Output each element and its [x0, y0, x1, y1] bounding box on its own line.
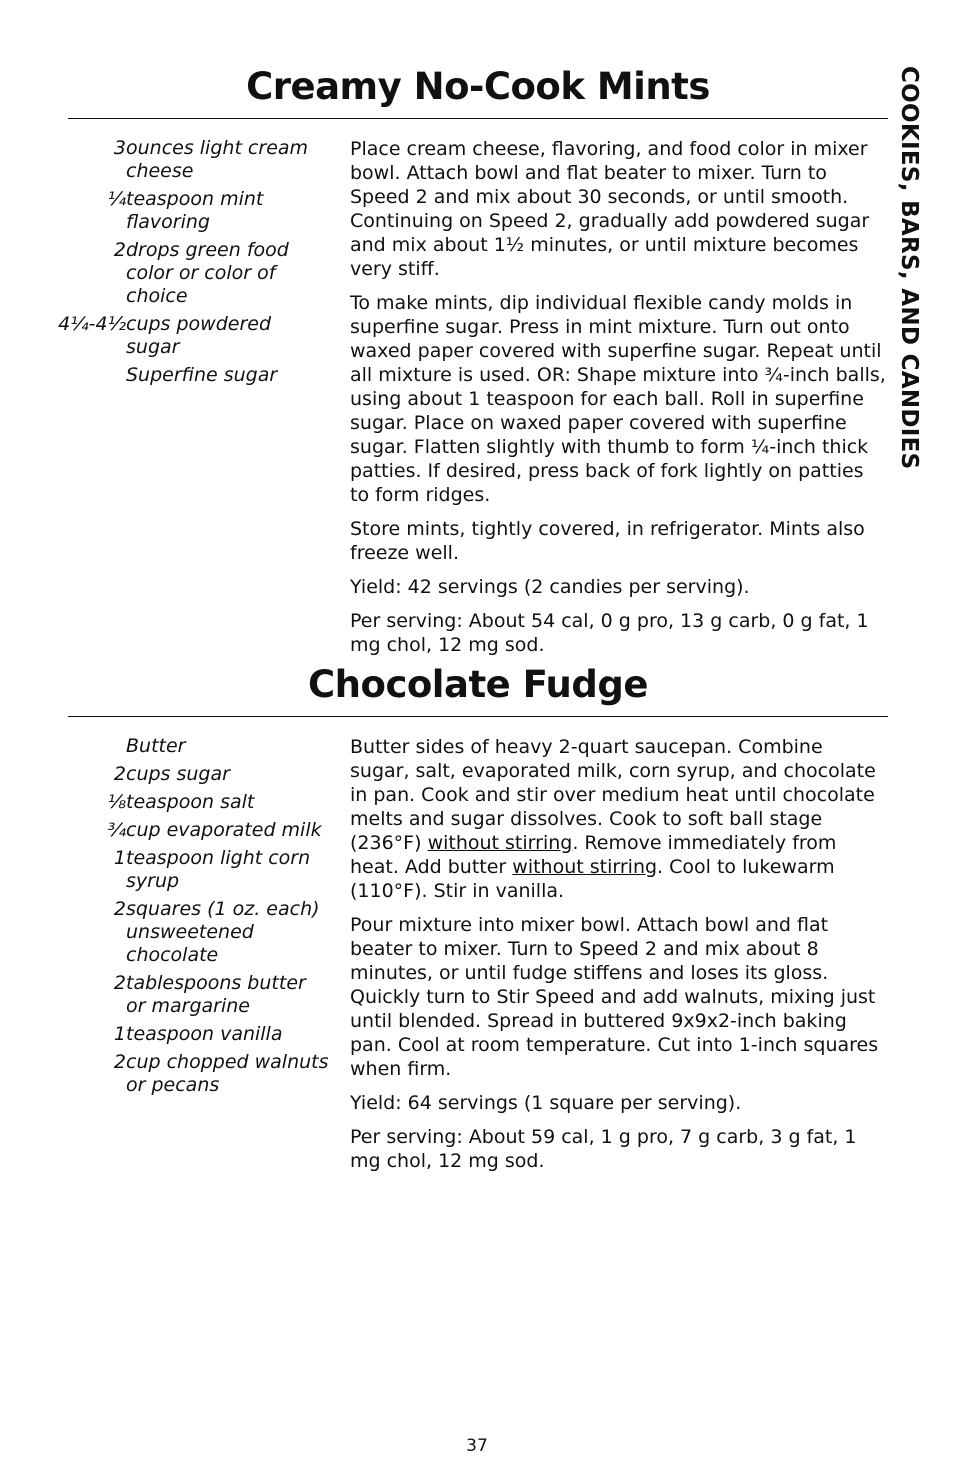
ingredient-text: teaspoon mint flavoring: [126, 188, 264, 233]
recipe-creamy-no-cook-mints: [58, 64, 888, 656]
title-divider: [68, 716, 888, 717]
paragraph-text: Yield: 64 servings (1 square per serving).: [350, 1092, 742, 1114]
ingredient-item: [68, 1023, 330, 1046]
ingredient-list: [58, 137, 330, 392]
paragraph-text: Per serving: About 59 cal, 1 g pro, 7 g carb, 3 g fat, 1 mg chol, 12 mg sod.: [350, 1126, 857, 1172]
ingredient-quantity: 2: [113, 239, 126, 261]
paragraph-text: Butter sides of heavy 2-quart saucepan. Combine sugar, salt, evaporated milk, corn syrup, and chocolate in pan. Cook and stir over medium heat until chocolate melts and sugar dissolves. Cook to soft ball stage (236°F): [350, 736, 876, 854]
paragraph-text: Store mints, tightly covered, in refrigerator. Mints also freeze well.: [350, 518, 865, 564]
recipe-title: Creamy No-Cook Mints: [246, 65, 710, 108]
ingredient-quantity: 1: [113, 1023, 126, 1045]
ingredient-quantity: 3: [113, 137, 126, 159]
title-divider: [68, 118, 888, 119]
method-text: [350, 137, 888, 667]
ingredient-quantity: 2: [113, 763, 126, 785]
ingredient-item: [68, 1051, 330, 1097]
page-number: 37: [466, 1436, 488, 1456]
paragraph-text: Per serving: About 54 cal, 0 g pro, 13 g carb, 0 g fat, 1 mg chol, 12 mg sod.: [350, 610, 869, 656]
ingredient-item: [68, 364, 330, 387]
method-paragraph: [350, 517, 888, 565]
ingredient-quantity: 2: [113, 1051, 126, 1073]
ingredient-text: teaspoon light corn syrup: [126, 847, 311, 892]
ingredient-item: [68, 239, 330, 308]
ingredient-item: [68, 735, 330, 758]
method-paragraph: [350, 735, 888, 903]
recipe-title: Chocolate Fudge: [308, 663, 648, 706]
method-paragraph: [350, 913, 888, 1081]
paragraph-text: . Remove immediately from heat. Add butter: [350, 832, 837, 878]
ingredient-quantity: 4¼-4½: [58, 313, 126, 335]
ingredient-text: cup chopped walnuts or pecans: [126, 1051, 329, 1096]
ingredient-quantity: 2: [113, 898, 126, 920]
paragraph-text: . Cool to lukewarm (110°F). Stir in vanilla.: [350, 856, 835, 902]
method-paragraph: [350, 575, 888, 599]
ingredient-list: [68, 735, 330, 1102]
ingredient-quantity: 1: [113, 847, 126, 869]
method-paragraph: [350, 1125, 888, 1173]
method-paragraph: [350, 609, 888, 657]
ingredient-item: [68, 763, 330, 786]
ingredient-quantity: ⅛: [107, 791, 126, 813]
ingredient-item: [68, 188, 330, 234]
paragraph-text: Place cream cheese, flavoring, and food color in mixer bowl. Attach bowl and flat beater to mixer. Turn to Speed 2 and mix about 30 seconds, or until smooth. Continuing on Speed 2, gradually add powdered sugar and mix about 1½ minutes, or until mixture becomes very stiff.: [350, 138, 870, 280]
ingredient-quantity: 2: [113, 972, 126, 994]
section-tab-label: COOKIES, BARS, AND CANDIES: [896, 66, 922, 470]
ingredient-text: cups sugar: [126, 763, 230, 785]
ingredient-text: cup evaporated milk: [126, 819, 322, 841]
method-paragraph: [350, 137, 888, 281]
ingredient-text: squares (1 oz. each) unsweetened chocolate: [126, 898, 320, 966]
ingredient-text: Butter: [126, 735, 186, 757]
ingredient-text: teaspoon vanilla: [126, 1023, 283, 1045]
paragraph-text: To make mints, dip individual flexible candy molds in superfine sugar. Press in mint mixture. Turn out onto waxed paper covered with superfine sugar. Repeat until all mixture is used. OR: Shape mixture into ¾-inch balls, using about 1 teaspoon for each ball. Roll in superfine sugar. Place on waxed paper covered with superfine sugar. Flatten slightly with thumb to form ¼-inch thick patties. If desired, press back of fork lightly on patties to form ridges.: [350, 292, 886, 506]
section-side-tab: [888, 66, 924, 486]
ingredient-text: teaspoon salt: [126, 791, 255, 813]
ingredient-item: [68, 898, 330, 967]
ingredient-item: [68, 847, 330, 893]
method-text: [350, 735, 888, 1183]
emphasis-text: without stirring: [427, 832, 573, 854]
ingredient-text: tablespoons butter or margarine: [126, 972, 306, 1017]
ingredient-text: ounces light cream cheese: [126, 137, 309, 182]
paragraph-text: Pour mixture into mixer bowl. Attach bowl and flat beater to mixer. Turn to Speed 2 and mix about 8 minutes, or until fudge stiffens and loses its gloss. Quickly turn to Stir Speed and add walnuts, mixing just until blended. Spread in buttered 9x9x2-inch baking pan. Cool at room temperature. Cut into 1-inch squares when firm.: [350, 914, 879, 1080]
method-paragraph: [350, 291, 888, 507]
emphasis-text: without stirring: [512, 856, 658, 878]
method-paragraph: [350, 1091, 888, 1115]
recipe-chocolate-fudge: [68, 662, 888, 1172]
ingredient-text: cups powdered sugar: [126, 313, 272, 358]
ingredient-text: Superfine sugar: [126, 364, 278, 386]
ingredient-quantity: ¾: [107, 819, 126, 841]
ingredient-item: [68, 972, 330, 1018]
paragraph-text: Yield: 42 servings (2 candies per serving).: [350, 576, 750, 598]
ingredient-text: drops green food color or color of choice: [126, 239, 289, 307]
ingredient-item: [68, 819, 330, 842]
ingredient-item: [58, 313, 330, 359]
ingredient-item: [68, 137, 330, 183]
ingredient-quantity: ¼: [107, 188, 126, 210]
ingredient-item: [68, 791, 330, 814]
